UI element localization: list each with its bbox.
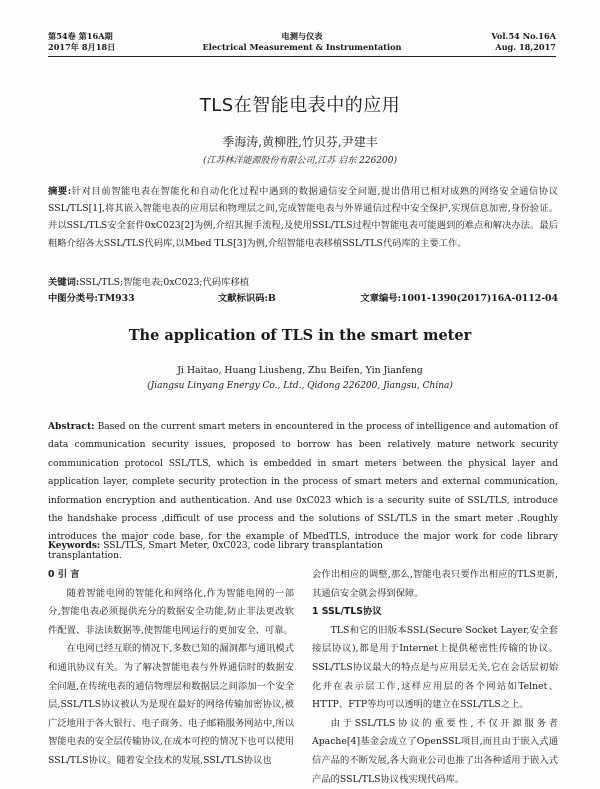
header-volume: 第54卷 第16A期 bbox=[48, 31, 113, 41]
keywords-cn bbox=[48, 275, 558, 291]
header-right bbox=[491, 31, 556, 53]
header-journal-cn: 电测与仪表 bbox=[281, 31, 323, 41]
affiliation-cn: (江苏林洋能源股份有限公司,江苏 启东 226200) bbox=[203, 156, 397, 166]
authors-cn: 季海涛,黄柳胜,竹贝芬,尹建丰 bbox=[222, 135, 378, 149]
body-paragraph: TLS和它的旧版本SSL(Secure Socket Layer,安全套接层协议),都是用于Internet上提供秘密性传输的协议。SSL/TLS协议最大的特点是与应用层无关,它在会话层初始化并在表示层工作,这样应用层的各个网站如Telnet、HTTP、FTP等均可以透明的建立在SSL/TLS之上。 bbox=[312, 624, 558, 711]
article-number: 文章编号:1001-1390(2017)16A-0112-04 bbox=[360, 293, 558, 304]
section-0-heading: 0 引 言 bbox=[48, 569, 80, 580]
header-volume-en: Vol.54 No.16A bbox=[491, 31, 556, 41]
header-date-en: Aug. 18,2017 bbox=[495, 42, 556, 52]
header-rule bbox=[48, 56, 556, 57]
abstract-cn bbox=[48, 183, 558, 252]
header-center bbox=[48, 31, 556, 53]
header-journal-en: Electrical Measurement & Instrumentation bbox=[202, 42, 402, 52]
section-1-heading: 1 SSL/TLS协议 bbox=[312, 606, 382, 618]
body-paragraph: 会作出相应的调整,那么,智能电表只要作出相应的TLS更新,其通信安全就会得到保障。 bbox=[312, 569, 558, 599]
title-en: The application of TLS in the smart meter bbox=[128, 327, 472, 344]
title-cn: TLS在智能电表中的应用 bbox=[199, 95, 401, 116]
body-paragraph: 随着智能电网的智能化和网络化,作为智能电网的一部分,智能电表必须提供充分的数据安全功能,防止非法更改软件配置、非法读数据等,使智能电网运行的更加安全、可靠。 bbox=[48, 587, 294, 636]
keywords-cn-label: 关键词: bbox=[48, 277, 80, 288]
clc-number: 中图分类号:TM933 bbox=[48, 293, 135, 304]
document-code: 文献标识码:B bbox=[218, 293, 276, 304]
abstract-en-text: Based on the current smart meters in encountered in the process of intelligence and automation of data communication security issues, proposed to borrow has been relatively mature network security communication protocol SSL/TLS, which is embedded in smart meters between the physical layer and application layer, complete security protection in the process of smart meters and external communication, information encryption and authentication. And use 0xC023 which is a security suite of SSL/TLS, introduce the handshake process ,difficult of use process and the solutions of SSL/TLS in the smart meter .Roughly introduces the major code base, for the example of MbedTLS, introduce the major work for code library transplantation. bbox=[48, 422, 558, 561]
keywords-cn-text: SSL/TLS;智能电表;0xC023;代码库移植 bbox=[79, 277, 250, 288]
keywords-en-label: Keywords: bbox=[48, 540, 101, 551]
body-paragraph: 由于SSL/TLS协议的重要性,不仅开源服务者Apache[4]基金会成立了OpenSSL项目,而且由于嵌入式通信产品的不断发展,各大商业公司也推了出各种适用于嵌入式产品的SSL/TLS协议栈实现代码库。 bbox=[312, 717, 558, 785]
abstract-cn-text: 针对目前智能电表在智能化和自动化化过程中遇到的数据通信安全问题,提出借用已相对成熟的网络安全通信协议SSL/TLS[1],将其嵌入智能电表的应用层和物理层之间,完成智能电表与外界通信过程中安全保护,实现信息加密,身份验证。并以SSL/TLS安全套件0xC023[2]为例,介绍其握手流程,及使用SSL/TLS过程中智能电表可能遇到的难点和解决办法。最后粗略介绍各大SSL/TLS代码库,以Mbed TLS[3]为例,介绍智能电表移植SSL/TLS代码库的主要工作。 bbox=[48, 186, 558, 249]
authors-en: Ji Haitao, Huang Liusheng, Zhu Beifen, Yin Jianfeng bbox=[177, 365, 423, 376]
body-left-column bbox=[48, 566, 294, 771]
keywords-en-text: SSL/TLS, Smart Meter, 0xC023, code library transplantation bbox=[103, 541, 383, 551]
body-right-column bbox=[312, 566, 558, 789]
keywords-en bbox=[48, 538, 558, 554]
header-date: 2017年 8月18日 bbox=[48, 42, 116, 52]
affiliation-en: (Jiangsu Linyang Energy Co., Ltd., Qidong 226200, Jiangsu, China) bbox=[147, 381, 453, 391]
abstract-en-label: Abstract: bbox=[48, 421, 95, 432]
abstract-cn-label: 摘要: bbox=[48, 186, 72, 197]
running-header bbox=[48, 31, 556, 57]
body-paragraph: 在电网已经互联的情况下,多数已知的漏洞都与通讯模式和通讯协议有关。为了解决智能电表与外界通信时的数据安全问题,在传统电表的通信物理层和数据层之间添加一个安全层,SSL/TLS协议被认为是现在最好的网络传输加密协议,被广泛地用于各大银行、电子商务、电子邮箱服务网站中,所以智能电表的安全层传输协议,在成本可控的情况下也可以使用SSL/TLS协议。随着安全技术的发展,SSL/TLS协议也 bbox=[48, 643, 294, 766]
